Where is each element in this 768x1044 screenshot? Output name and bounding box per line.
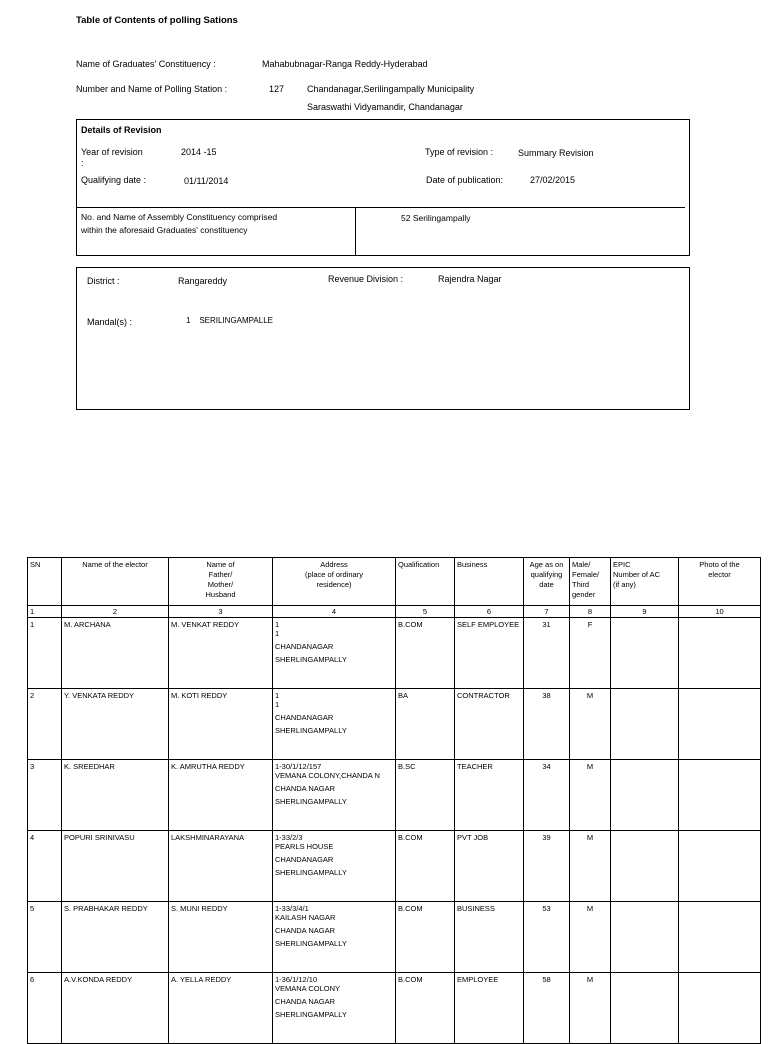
district-value: Rangareddy bbox=[178, 276, 228, 286]
cell-father: M. KOTI REDDY bbox=[169, 689, 273, 760]
address-line: SHERLINGAMPALLY bbox=[275, 868, 347, 877]
header-age bbox=[524, 558, 570, 606]
cell-business: PVT JOB bbox=[455, 831, 524, 902]
header-father bbox=[169, 558, 273, 606]
address-line: SHERLINGAMPALLY bbox=[275, 726, 347, 735]
address-line: 1-33/2/3 bbox=[275, 833, 303, 842]
colon-mark: : bbox=[81, 158, 84, 168]
cell-name: POPURI SRINIVASU bbox=[62, 831, 169, 902]
column-number: 3 bbox=[169, 606, 273, 618]
publication-value: 27/02/2015 bbox=[530, 175, 576, 185]
header-address-line: (place of ordinary bbox=[305, 570, 363, 579]
header-epic-line: EPIC bbox=[613, 560, 631, 569]
mandal-label: Mandal(s) : bbox=[87, 317, 133, 327]
header-father-line: Name of bbox=[206, 560, 235, 569]
cell-address bbox=[273, 902, 396, 973]
type-value: Summary Revision bbox=[518, 148, 594, 158]
column-number-row bbox=[28, 606, 761, 618]
cell-epic bbox=[611, 689, 679, 760]
table-row bbox=[28, 831, 761, 902]
electors-table bbox=[27, 557, 761, 1044]
address-line: CHANDA NAGAR bbox=[275, 926, 336, 935]
address-line: VEMANA COLONY bbox=[275, 984, 341, 993]
cell-age: 53 bbox=[524, 902, 570, 973]
cell-gender: M bbox=[570, 831, 611, 902]
cell-gender: M bbox=[570, 760, 611, 831]
cell-sn: 1 bbox=[28, 618, 62, 689]
cell-business: TEACHER bbox=[455, 760, 524, 831]
cell-gender: M bbox=[570, 973, 611, 1044]
header-address-line: residence) bbox=[316, 580, 352, 589]
page-title: Table of Contents of polling Sations bbox=[76, 15, 238, 26]
header-photo-line: Photo of the bbox=[699, 560, 740, 569]
address-line: 1-33/3/4/1 bbox=[275, 904, 309, 913]
cell-address bbox=[273, 689, 396, 760]
header-photo bbox=[679, 558, 761, 606]
header-age-line: date bbox=[539, 580, 554, 589]
header-gender-line: gender bbox=[572, 590, 596, 599]
address-line: CHANDANAGAR bbox=[275, 713, 334, 722]
address-line: 1 bbox=[275, 629, 280, 638]
cell-age: 34 bbox=[524, 760, 570, 831]
column-number: 9 bbox=[611, 606, 679, 618]
revision-divider bbox=[76, 207, 685, 208]
cell-business: CONTRACTOR bbox=[455, 689, 524, 760]
header-epic-line: Number of AC bbox=[613, 570, 661, 579]
table-row bbox=[28, 973, 761, 1044]
column-number: 6 bbox=[455, 606, 524, 618]
address-line: 1-30/1/12/157 bbox=[275, 762, 322, 771]
cell-address bbox=[273, 760, 396, 831]
address-line: VEMANA COLONY,CHANDA N bbox=[275, 771, 380, 780]
address-line: CHANDA NAGAR bbox=[275, 997, 336, 1006]
cell-epic bbox=[611, 902, 679, 973]
cell-gender: F bbox=[570, 618, 611, 689]
cell-gender: M bbox=[570, 902, 611, 973]
header-gender-line: Female/ bbox=[572, 570, 600, 579]
header-business: Business bbox=[455, 558, 524, 606]
address-line: 1 bbox=[275, 700, 280, 709]
cell-qualification: B.COM bbox=[396, 902, 455, 973]
header-sn: SN bbox=[28, 558, 62, 606]
revenue-value: Rajendra Nagar bbox=[438, 274, 502, 284]
cell-epic bbox=[611, 618, 679, 689]
table-row bbox=[28, 689, 761, 760]
address-line: SHERLINGAMPALLY bbox=[275, 797, 347, 806]
district-box bbox=[76, 267, 690, 410]
cell-epic bbox=[611, 831, 679, 902]
table-row bbox=[28, 902, 761, 973]
constituency-label: Name of Graduates' Constituency : bbox=[76, 59, 216, 69]
address-line: SHERLINGAMPALLY bbox=[275, 655, 347, 664]
cell-sn: 5 bbox=[28, 902, 62, 973]
cell-qualification: B.SC bbox=[396, 760, 455, 831]
cell-qualification: BA bbox=[396, 689, 455, 760]
revision-column-divider bbox=[355, 207, 356, 255]
cell-qualification: B.COM bbox=[396, 618, 455, 689]
column-number: 7 bbox=[524, 606, 570, 618]
header-qualification: Qualification bbox=[396, 558, 455, 606]
polling-station-name-line1: Chandanagar,Serilingampally Municipality bbox=[307, 84, 475, 94]
cell-father: M. VENKAT REDDY bbox=[169, 618, 273, 689]
cell-address bbox=[273, 973, 396, 1044]
column-number: 2 bbox=[62, 606, 169, 618]
cell-sn: 2 bbox=[28, 689, 62, 760]
type-label: Type of revision : bbox=[425, 147, 494, 157]
address-line: CHANDANAGAR bbox=[275, 855, 334, 864]
assembly-label-line1: No. and Name of Assembly Constituency comprised bbox=[81, 212, 278, 222]
cell-sn: 6 bbox=[28, 973, 62, 1044]
cell-photo bbox=[679, 760, 761, 831]
cell-name: K. SREEDHAR bbox=[62, 760, 169, 831]
header-address bbox=[273, 558, 396, 606]
assembly-value: 52 Serilingampally bbox=[401, 213, 471, 223]
header-age-line: Age as on bbox=[529, 560, 564, 569]
header-epic-line: (if any) bbox=[613, 580, 636, 589]
cell-business: BUSINESS bbox=[455, 902, 524, 973]
address-line: SHERLINGAMPALLY bbox=[275, 1010, 347, 1019]
address-line: SHERLINGAMPALLY bbox=[275, 939, 347, 948]
cell-photo bbox=[679, 618, 761, 689]
cell-photo bbox=[679, 689, 761, 760]
header-father-line: Mother/ bbox=[207, 580, 234, 589]
cell-father: A. YELLA REDDY bbox=[169, 973, 273, 1044]
cell-age: 31 bbox=[524, 618, 570, 689]
header-father-line: Father/ bbox=[208, 570, 233, 579]
address-line: KAILASH NAGAR bbox=[275, 913, 336, 922]
cell-epic bbox=[611, 973, 679, 1044]
cell-gender: M bbox=[570, 689, 611, 760]
column-number: 1 bbox=[28, 606, 62, 618]
header-epic bbox=[611, 558, 679, 606]
address-line: CHANDA NAGAR bbox=[275, 784, 336, 793]
address-line: PEARLS HOUSE bbox=[275, 842, 334, 851]
table-row bbox=[28, 760, 761, 831]
column-number: 8 bbox=[570, 606, 611, 618]
header-father-line: Husband bbox=[205, 590, 236, 599]
qualifying-label: Qualifying date : bbox=[81, 175, 147, 185]
revenue-label: Revenue Division : bbox=[328, 274, 404, 284]
polling-station-label: Number and Name of Polling Station : bbox=[76, 84, 228, 94]
polling-station-number: 127 bbox=[269, 84, 285, 94]
cell-sn: 4 bbox=[28, 831, 62, 902]
address-line: CHANDANAGAR bbox=[275, 642, 334, 651]
mandal-value: 1 SERILINGAMPALLE bbox=[186, 316, 273, 325]
cell-epic bbox=[611, 760, 679, 831]
publication-label: Date of publication: bbox=[426, 175, 504, 185]
cell-business: SELF EMPLOYEE bbox=[455, 618, 524, 689]
cell-age: 58 bbox=[524, 973, 570, 1044]
cell-address bbox=[273, 618, 396, 689]
revision-heading: Details of Revision bbox=[81, 125, 162, 135]
cell-age: 38 bbox=[524, 689, 570, 760]
header-name: Name of the elector bbox=[62, 558, 169, 606]
year-label: Year of revision bbox=[81, 147, 143, 157]
header-gender-line: Third bbox=[572, 580, 590, 589]
header-address-line: Address bbox=[320, 560, 348, 569]
cell-father: K. AMRUTHA REDDY bbox=[169, 760, 273, 831]
header-photo-line: elector bbox=[708, 570, 731, 579]
address-line: 1-36/1/12/10 bbox=[275, 975, 318, 984]
cell-business: EMPLOYEE bbox=[455, 973, 524, 1044]
address-line: 1 bbox=[275, 620, 280, 629]
year-value: 2014 -15 bbox=[181, 147, 217, 157]
cell-photo bbox=[679, 902, 761, 973]
table-row bbox=[28, 618, 761, 689]
constituency-value: Mahabubnagar-Ranga Reddy-Hyderabad bbox=[262, 59, 428, 69]
district-label: District : bbox=[87, 276, 120, 286]
cell-qualification: B.COM bbox=[396, 831, 455, 902]
header-gender bbox=[570, 558, 611, 606]
cell-name: M. ARCHANA bbox=[62, 618, 169, 689]
cell-father: S. MUNI REDDY bbox=[169, 902, 273, 973]
address-line: 1 bbox=[275, 691, 280, 700]
column-number: 5 bbox=[396, 606, 455, 618]
cell-father: LAKSHMINARAYANA bbox=[169, 831, 273, 902]
table-header-row bbox=[28, 558, 761, 606]
cell-photo bbox=[679, 831, 761, 902]
cell-sn: 3 bbox=[28, 760, 62, 831]
assembly-label-line2: within the aforesaid Graduates' constituency bbox=[81, 225, 248, 235]
revision-box bbox=[76, 119, 690, 256]
cell-name: A.V.KONDA REDDY bbox=[62, 973, 169, 1044]
cell-age: 39 bbox=[524, 831, 570, 902]
cell-name: Y. VENKATA REDDY bbox=[62, 689, 169, 760]
cell-photo bbox=[679, 973, 761, 1044]
column-number: 4 bbox=[273, 606, 396, 618]
header-age-line: qualifying bbox=[530, 570, 563, 579]
header-gender-line: Male/ bbox=[572, 560, 591, 569]
cell-address bbox=[273, 831, 396, 902]
qualifying-value: 01/11/2014 bbox=[184, 176, 229, 186]
column-number: 10 bbox=[679, 606, 761, 618]
cell-qualification: B.COM bbox=[396, 973, 455, 1044]
cell-name: S. PRABHAKAR REDDY bbox=[62, 902, 169, 973]
polling-station-name-line2: Saraswathi Vidyamandir, Chandanagar bbox=[307, 102, 463, 112]
